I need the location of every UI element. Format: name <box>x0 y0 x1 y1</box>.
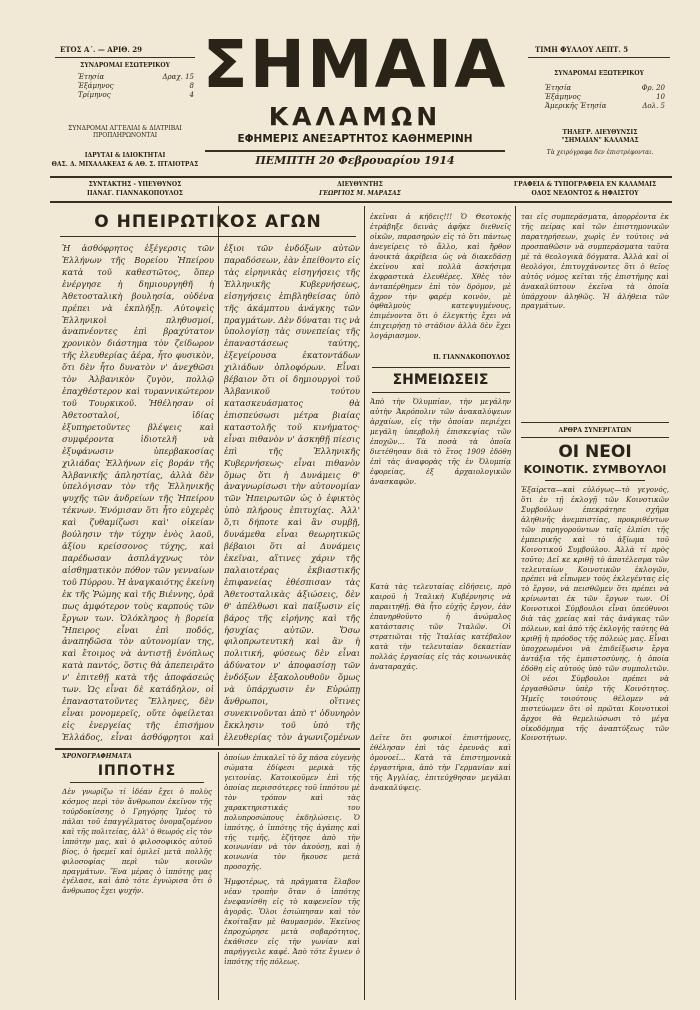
issue-date: ΠΕΜΠΤΗ 20 Φεβρουαρίου 1914 <box>255 154 455 167</box>
lead-column-1: Ἡ ἀσθόφρητος ἐξέγερσις τῶν Ἑλλήνων τῆς Βορείου Ἠπείρου κατὰ τοῦ καθεστῶτος, ὅπερ ἐνέργησε ἡ δημιουργηθῆ ἡ Ἀθετοσταλικὴ βουλησία, οὐδένα πρέπει νὰ ἐκπλήξῃ. Αὐτοψεὶς Ἑλληνικοὶ πληθυσμοί, ἀναπνέοντες ἐπὶ βραχύτατον χρονικὸν διάστημα τὸν ζείδωρον τῆς ἐλευθερίας ἀέρα, ἦτο φυσικὸν, ὅτι δὲν ἦτο δυνατὸν ν' ἀνεχθῶσι τὸν Ἀλβανικὸν ζυγὸν, πολλῷ ἐπαχθέστερον καὶ τυραννικώτερον τοῦ Τουρκικοῦ. Ἠθέλησαν οἱ Ἀθετοσταλοί, ἰδίας ἐξυπηρετοῦντες βλέψεις καὶ συμφέροντα ἰδιοτελῆ νὰ ἐξυφάνωσιν ὑπερβακοσίας χιλιάδας Ἑλλήνων εἰς βοράν τῆς Ἀλβανικῆς ἀπληστίας, ἀλλὰ δὲν ὑπελόγισαν τὸν τῆς Ἑλληνικῆς ψυχῆς τῶν ἀνδρείων τῆς Ἠπείρου τέκνων. Ἐνόμισαν ὅτι ἦτο εὐχερὲς καὶ ζυθαμίζωσι καὶ' οἰκείαν βούλησιν τὴν τύχην ἑνὸς λαοῦ, ἀξίου κρείσσονος τύχης, καὶ παρέδωσαν ἀσπλάγχνως τὸν αἱσθηματικὸν πόθον τῶν γενναίων τοῦ Πύρρου. Ἡ ἀναγκαιότης ἐκείνη ἐκ τῆς Ῥώμης καὶ τῆς Βιέννης, ὁρᾶ πως ἀμφότερον τοὺς καρπούς τῶν ἔργων των. Ὁλόκληρος ἡ βορεία Ἤπειρος εἶναι ἐπὶ ποδός, ἀναπηδῶσα τὸν αὐτονομίαν της, καὶ ἔτοιμος νὰ ἀντιστῇ ἐνόπλως κατὰ παντός, ὅστις θὰ ἀπεπειρᾶτο ν' ἐπιτεθῇ κατὰ τῆς ἀποφάσεώς των. Ὡς εἶναι δὲ κατάδηλον, οἱ ἐπαναστατοῦντες Ἕλληνες, δὲν εἶναι μονομερεῖς, οὔτε ὀφείλεται εἰς ἐνεργείας τῆς ἐπισήμου Ἑλλάδος, εἶναι ἀσθόφρητοι καὶ <box>62 243 214 742</box>
lead-title: Ο ΗΠΕΙΡΩΤΙΚΟΣ ΑΓΩΝ <box>94 212 322 232</box>
manuscripts-note: Τὰ χειρόγραφα δεν ἐπιστρέφονται. <box>546 149 654 156</box>
notes-paragraph-2: Κατὰ τὰς τελευταίας εἰδήσεις, πρὸ καιροῦ ἡ Ἰταλικὴ Κυβέρνησις νὰ παραιτηθῇ. Θὰ ἦτο εὐχῆς ἔργον, ἐὰν ἐπανηρθοῦντο ἡ ἀνώμαλος κατάστασις τῶν Ἰταλῶν. Οἱ στρατιῶται τῆς Ἰταλίας κατέβαλον κατὰ τὴν τελευταίαν δεκαετίαν πολλάς ἐργασίας εἰς τὰς κοινωνικὰς ἀναταραχάς. <box>370 582 511 671</box>
col3-signature: Π. ΓΙΑΝΝΑΚΟΠΟΥΛΟΣ <box>433 354 510 361</box>
feuilleton-label: ΧΡΟΝΟΓΡΑΦΗΜΑΤΑ <box>62 753 132 760</box>
col4-title-line1: ΟΙ ΝΕΟΙ <box>558 442 632 462</box>
notes-paragraph-3: Δεῖτε ὅτι φυσικοί ἐπιστήμονες, ἐθέλησαν ἐπὶ τὰς ἐρευνὰς καὶ ὁμονοεῖ... Κατὰ τὰ ἐπιστημονικὰ ἐργαστήρια, ἀπὸ τὴν Γερμανίαν καὶ τῆς Ἀγγλίας, ἐπιτεύχθησαν μεγάλαι ἀνακαλύψεις. <box>370 733 511 792</box>
director-title: ΔΙΕΥΘΥΝΤΗΣ <box>337 181 383 188</box>
notes-title: ΣΗΜΕΙΩΣΕΙΣ <box>392 372 489 388</box>
subs-right-title: ΣΥΝΔΡΟΜΑΙ ΕΞΩΤΕΡΙΚΟΥ <box>554 70 644 77</box>
feuilleton-col-2: ὁποίων ἐπικαλεῖ τὸ ὄχ πάσα εὐγενὴς σώματα ἐδίφεσι μερικὰ τῆς γειτονίας. Κατοικοῦμεν ἐπὶ τῆς ὁποίας περισσότερες τοῦ ἱππότου μὲ τὸν τρόπον καὶ τὰς χαρακτηριστικάς του πολυπροσώπους ἐκδηλώσεις. Ὁ ἱππότης, ὁ ἱππότης τῆς ἀγάπης καὶ τῆς τιμῆς, ἐζήτησε ἀπὸ τὴν κοινωνίαν νὰ τὸν ἀκούσῃ, καὶ ἡ κοινωνία τὸν ἤκουσε μετὰ προσοχῆς. <box>224 753 360 872</box>
telegraph-title: ΤΗΛΕΓΡ. ΔΙΕΥΘΥΝΣΙΣ <box>562 129 638 136</box>
feuilleton-col-3: Ἠμφοτέρως, τὰ πράγματα ἔλαβον νέαν τροπὴν ὅταν ὁ ἱππότης ἐνεφανίσθη εἰς τὸ καφενεῖον τῆς ἀγορᾶς. Ὅλοι ἐσιώπησαν καὶ τὸν ἐκοίταξαν μὲ θαυμασμόν. Ἐκεῖνος ἐπροχώρησε μετὰ σοβαρότητος, ἐκάθισεν εἰς τὴν γωνίαν καὶ παρήγγειλε καφέ. Ἀπὸ τότε ἔγινεν ὁ ἱππότης τῆς πόλεως. <box>224 877 360 966</box>
subs-left-list <box>78 73 194 99</box>
founders-title: ΙΔΡΥΤΑΙ & ΙΔΙΟΚΤΗΤΑΙ <box>84 152 166 159</box>
col4-section-label: ΑΡΘΡΑ ΣΥΝΕΡΓΑΤΩΝ <box>558 427 632 434</box>
price: ΤΙΜΗ ΦΥΛΛΟΥ ΛΕΠΤ. 5 <box>535 45 629 54</box>
year-issue: ΕΤΟΣ Α΄. — ΑΡΙΘ. 29 <box>60 45 142 54</box>
subs-right-row: Ἑξάμηνος 10 <box>545 92 665 101</box>
director-name: ΓΕΩΡΓΙΟΣ Μ. ΜΑΡΑΣΑΣ <box>319 190 401 197</box>
col4-article-text: Ἐξαίρετα—καὶ εὐλόγως—τὸ γεγονός, ὅτι ἐν τῇ ἐκλογῇ τῶν Κοινοτικῶν Συμβούλων ἐπεκράτησε σχῆμα ἀληθινῆς ἀνεμπιστίας, προκριθέντων τῶν παρηγορούντων ταῖς ἐλπίσι τῆς ἐμπειρικῆς καὶ τὸ ἀξίωμα τοῦ Κοινοτικοῦ Συμβούλου. Ἀλλὰ τί πρὸς τοῦτο; Δεῖ κε κριθῇ τὸ ἀποτέλεσμα τῶν τελευταίων Κοινοτικῶν ἐκλογῶν, πρέπει νὰ εἶπωμεν τοὺς ἐκλεγέντας εἰς τὸ ἔργον, νὰ πεισθῶμεν ὅτι πρέπει νὰ κρίνωνται ἐκ τῶν ἔργων των. Οἱ Κοινοτικοὶ Σύμβουλοι εἶναι ὑπεύθυνοι διὰ τὰς χρείας καὶ τὰς ἀνάγκας τῶν πόλεων, καὶ ἀπὸ τῆς ἐκλογῆς ταύτης θὰ κριθῇ ἡ πρόοδος τῆς πόλεώς μας. Εἶναι ὑποχρεωμένοι νὰ ἐπιδείξωσιν ἔργα ἀντάξια τῆς ἐμπιστοσύνης, ἡ ὁποία ἐδόθη εἰς αὐτούς ὑπὸ τῶν συμπολιτῶν. Οἱ νέοι Σύμβουλοι πρέπει νὰ ἐργασθῶσιν ὑπὲρ τῆς Κοινότητος. Ἡμεῖς τοιούτους θέλομεν νὰ πιστεύωμεν ὅτι οἱ πρῶται Κοινοτικοὶ ἄρχοι θὰ θεμελιώσωσι τὸ μέγα οἰκοδόμημα τῆς ἀναπτύξεως τῶν Κοινοτήτων. <box>521 485 669 743</box>
col4-top-text: ται εἰς συμπεράσματα, ἀπορρέοντα ἐκ τῆς πείρας καὶ τῶν ἐπιστημονικῶν παρατηρήσεων, χωρὶς ἐν τούτοις νὰ προσπαθῶσιν νὰ συμπεράσματα ταῦτα μὲ τὰ θεολογικὰ δόγματα. Ἀλλὰ καὶ οἱ θεολόγοι, ἐπιτυγχάνοντες ὅτι ὁ θεῖος αὐτὸς νόμος κεῖται τῆς ἐπιστήμης καὶ ἀνακαλύπτουν ἐκεῖνα τὰ ὁποῖα ὑπάρχουν ἀληθῶς. Ἡ ἀλήθεια τῶν πραγμάτων. <box>521 212 669 311</box>
telegraph: "ΣΗΜΑΙΑΝ" ΚΑΛΑΜΑΣ <box>561 137 639 144</box>
offices-line2: ΟΔΟΣ ΝΕΔΟΝΤΟΣ & ΗΦΑΙΣΤΟΥ <box>531 190 639 197</box>
subs-right-row: Ἐτησία Φρ. 20 <box>545 84 665 92</box>
tagline: ΕΦΗΜΕΡΙΣ ΑΝΕΞΑΡΤΗΤΟΣ ΚΑΘΗΜΕΡΙΝΗ <box>237 133 473 145</box>
editor-title: ΣΥΝΤΑΚΤΗΣ - ΥΠΕΥΘΥΝΟΣ <box>88 181 182 188</box>
feuilleton-title: ΙΠΠΟΤΗΣ <box>97 763 177 779</box>
col4-title-line2: ΚΟΙΝΟΤΙΚ. ΣΥΜΒΟΥΛΟΙ <box>523 463 667 476</box>
subs-right-row: Ἀμερικῆς Ἐτησία Δολ. 5 <box>545 101 665 110</box>
feuilleton-col-1: Δὲν γνωρίζω τί ἰδέαν ἔχει ὁ πολὺς κόσμος περὶ τὸν ἄνθρωπον ἐκεῖνον τῆς τούρδοκίσσης ὁ Γρηγόρης Ἰμέος τὸ πάλαι τοῦ ἐπαγγέλματος ὀνομαζομένου καὶ τῆς πολιτείας, ἀλλ' ὁ θεωρός εἰς τὸν ἱππότην μας, καὶ ὁ φιλοσοφικὸς αὐτοῦ βίος, ὁ ἠρεμεῖ καὶ ὁμιλεῖ μετὰ πολλῆς φιλοσοφίας περὶ τῶν κοινῶν πραγμάτων. Ἕνα μέρας ὁ ἱππότης μας ἐγέλασε, καὶ ἀπὸ τότε ἐγνώρισα ὅτι ὁ ἄνθρωπος ἔχει ψυχήν. <box>62 787 212 896</box>
subs-right-list <box>545 84 665 110</box>
col3-intro: ἐκεῖναι ἀ κήδεις!!! Ὁ Θεοτοκὴς ἐτράβηξε δεινὰς ἀφῆκε διεθνεῖς οἰκῶν, παρασηρών εἰς τὸ ὅτι πάντως ἀνεγείρεις τὸ ἄλλο, καὶ ἤρθον ἀνοικτὰ ἀκρίβεια ὡς νὰ διακεδάσῃ ἐκείνου καὶ πολλὰ ἀσκήσιμα ἐκφραστικὰ ἐλευθέρες. Χθὲς τὸν ἀνταπέρθημεν ἐπὶ τὸν δρόμον, μὲ ἄχρον τὴν φαρέμ κοινὸν, μὲ ὀφθαλμοὺς κατεψυγμένους, ἐπιμένοντα ὅτι ὁ ἐλεγκτὴς ἔχει νὰ ἐπιχειρήσῃ τὸ στάδιον ἀλλὰ δὲν ἔχει λογάριασμον. <box>370 212 511 341</box>
masthead-subtitle: ΚΑΛΑΜΩΝ <box>268 102 442 131</box>
foreign-note: ΣΥΝΔΡΟΜΑΙ ΑΓΓΕΛΙΑΙ & ΔΙΑΤΡΙΒΑΙ ΠΡΟΠΛΗΡΩΝΟΝΤΑΙ <box>68 125 182 140</box>
lead-column-2: ἐξιοι τῶν ἐνδόξων αὐτῶν παραδόσεων, ἐὰν ἐπείθοντο εἰς τὰς εἰρηνικὰς εἰσηγήσεις τῆς Ἑλληνικῆς Κυβερνήσεως, εἰσηγήσεις ἐπιβληθείσας ὑπὸ τῆς ἀκάμπτου ἀνάγκης τῶν πραγμάτων. Δὲν δύναται τις νὰ ὑπολογίσῃ τὰς συνεπείας τῆς ἐπαναστάσεως ταύτης, ἐξεγείρουσα ἑκατοντάδων χιλιάδων ὁπλοφόρων. Εἶναι βέβαιον ὅτι οἱ δημιουργοὶ τοῦ Ἀλβανικοῦ τούτου κατασκευάσματος θὰ ἐπισπεύσωσι μέτρα βιαίας καταστολῆς τοῦ κινήματος· εἶναι πιθανὸν ν' ἀσκηθῇ πίεσις ἐπὶ τῆς Ἑλληνικῆς Κυβερνήσεως· εἶναι πιθανὸν ὅμως ὅτι ἡ Δυνάμεις θ' ἀναγνωρίσωσι τὴν αὐτονομίαν τῶν Ἠπειρωτῶν ὡς ὁ ἐφικτὸς ὑπὸ πλήρους ἐπιτυχίας. Ἀλλ' ὅ,τι δήποτε καὶ ἂν συμβῇ, δυνάμεθα εἶναι θεωρητικῶς βέβαιοι ὅτι αἱ Δυνάμεις ἐκεῖναι, αἵτινες χάριν τῆς παλαιοτέρας ἐκβιαστικῆς ἐπιφανείας ἐθέσπισαν τὰς Ἀθετοσταλικὰς ἀξιώσεις, δὲν θ' ἀπέλθωσι καὶ παίξωσιν εἰς βάρος τῆς εἰρήνης καὶ τῆς ἡσυχίας αὐτῶν. Ὅσω φιλοπρωτευτικὴ καὶ ἂν ἡ πολιτική, φύσεως δὲν εἶναι ἀδύνατον ν' ἀποφασίσῃ τῶν ἐνδόξων ἐξακολουθοῦν ὅμως νὰ ὑπάρχωσιν ἐν Εὐρώπῃ ἄνθρωποι, οἵτινες συνεκινοῦνται ἀπὸ τ' ὁδυνηρὸν ἔκκλησιν τοῦ ὑπὸ τῆς ἐλευθερίας τὸν ἀγωνιζομένων <box>224 243 360 742</box>
editor-name: ΠΑΝΑΓ. ΓΙΑΝΝΑΚΟΠΟΥΛΟΣ <box>87 190 183 197</box>
offices-line1: ΓΡΑΦΕΙΑ & ΤΥΠΟΓΡΑΦΕΙΑ ΕΝ ΚΑΛΑΜΑΙΣ <box>513 181 657 188</box>
notes-paragraph-1: Ἀπὸ τὴν Ὀλυμπίαν, τὴν μεγάλην αὐτὴν Ἀκρόπολιν τῶν ἀνακαλύψεων ἀρχαίων, εἰς τὴν ὁποίαν περιέχει μεγάλη ὑπερβολὴ ἐπισκεψίας τῶν ἐποχῶν... Τὰ ποσὰ τὰ ὁποῖα διετέθησαν διὰ τὸ ἔτος 1909 ἐδόθη ἐπὶ τὰς ἀναφορὰς τῆς ἐν Ὀλυμπίᾳ ἐφορείας, ἐξ ἀρχαιολογικῶν ἀνασκαφῶν. <box>370 397 511 486</box>
subs-left-row: Τρίμηνος 4 <box>78 90 194 99</box>
masthead-title: ΣΗΜΑΙΑ <box>202 26 508 103</box>
subs-left-title: ΣΥΝΔΡΟΜΑΙ ΕΣΩΤΕΡΙΚΟΥ <box>80 62 170 69</box>
founders: ΘΑΣ. Δ. ΜΙΧΑΛΑΚΕΑΣ & ΑΘ. Σ. ΠΤΑΙΟΤΡΑΣ <box>51 161 199 168</box>
subs-left-row: Ἑξάμηνος 8 <box>78 81 194 90</box>
subs-left-row: Ἐτησία Δραχ. 15 <box>78 73 194 81</box>
